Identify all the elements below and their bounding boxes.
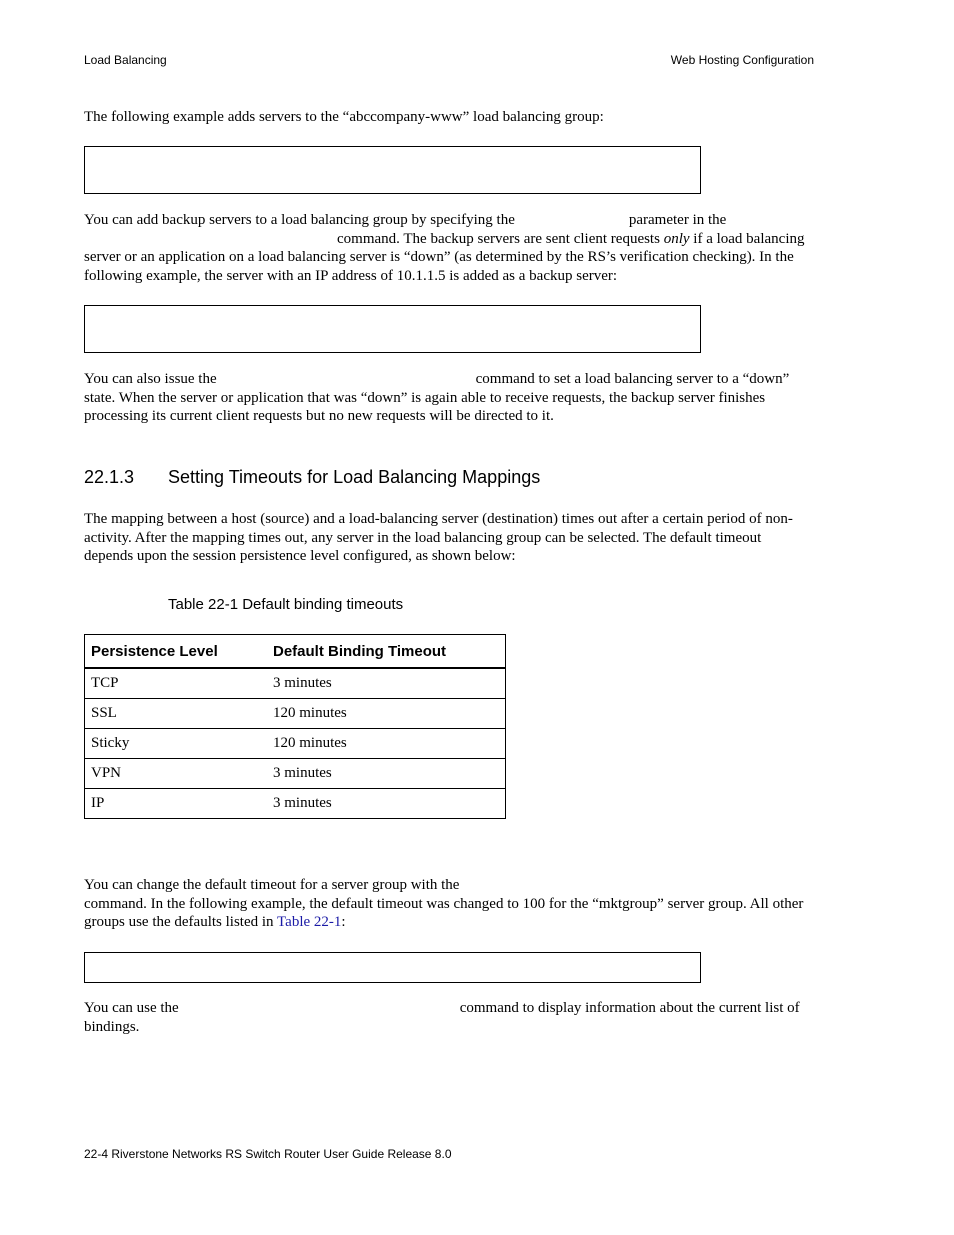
running-header-right: Web Hosting Configuration [670, 53, 814, 67]
code-example-box [84, 305, 701, 353]
table-cell: 3 minutes [267, 789, 506, 819]
para-text: command to display information about the current list of bindings. [84, 1000, 800, 1035]
table-cell: TCP [85, 668, 268, 699]
para-text: You can use the [84, 1000, 179, 1016]
table-caption: Table 22-1 Default binding timeouts [168, 596, 404, 613]
backup-servers-paragraph [84, 211, 814, 286]
code-example-box [84, 146, 701, 194]
para-text: : [341, 914, 346, 931]
table-cell: 120 minutes [267, 699, 506, 729]
timeout-paragraph: The mapping between a host (source) and a load-balancing server (destination) times out after a certain period of non-activity. After the mapping times out, any server in the load balancing group can be selected. The default timeout depends upon the session persistence level configured, as shown below: [84, 511, 793, 565]
para-text: command. The backup servers are sent client requests [337, 230, 660, 247]
para-text: You can also issue the [84, 371, 217, 387]
running-header-left: Load Balancing [84, 53, 167, 67]
table-cell: 120 minutes [267, 729, 506, 759]
table-cell: 3 minutes [267, 759, 506, 789]
intro-paragraph: The following example adds servers to the “abccompany-www” load balancing group: [84, 109, 604, 125]
section-title: Setting Timeouts for Load Balancing Mappings [168, 467, 541, 487]
table-cell: VPN [85, 759, 268, 789]
code-example-box [84, 952, 701, 983]
table-cell: 3 minutes [267, 668, 506, 699]
down-state-paragraph [84, 370, 814, 426]
para-text: parameter in the [628, 212, 727, 228]
para-text: You can change the default timeout for a server group with the [84, 877, 460, 893]
show-bindings-paragraph [84, 999, 814, 1036]
emphasis-text: only [663, 230, 690, 247]
table-row [85, 668, 506, 699]
page-footer: 22-4 Riverstone Networks RS Switch Router User Guide Release 8.0 [84, 1147, 452, 1161]
table-header-row [85, 635, 506, 669]
table-row [85, 699, 506, 729]
table-row [85, 759, 506, 789]
table-cell: IP [85, 789, 268, 819]
para-text: command to set a load balancing server to a “down” state. When the server or application that was “down” is again able to receive requests, the backup server finishes processing its current client requests but no new requests will be directed to it. [84, 371, 790, 425]
para-text: You can add backup servers to a load balancing group by specifying the [84, 212, 515, 228]
column-header: Persistence Level [85, 635, 268, 669]
section-number: 22.1.3 [84, 467, 135, 487]
binding-timeouts-table [84, 634, 506, 819]
table-row [85, 789, 506, 819]
table-link[interactable]: Table 22-1 [277, 914, 342, 931]
table-row [85, 729, 506, 759]
table-cell: Sticky [85, 729, 268, 759]
column-header: Default Binding Timeout [267, 635, 506, 669]
para-text: if a load balancing server or an application on a load balancing server is “down” (as determined by the RS’s verification checking). In the following example, the server with an IP address of 10.1.1.5 is added as a backup server: [84, 230, 805, 285]
change-timeout-paragraph [84, 876, 814, 932]
table-cell: SSL [85, 699, 268, 729]
para-text: command. In the following example, the default timeout was changed to 100 for the “mktgroup” server group. All other groups use the defaults listed in [84, 895, 804, 931]
